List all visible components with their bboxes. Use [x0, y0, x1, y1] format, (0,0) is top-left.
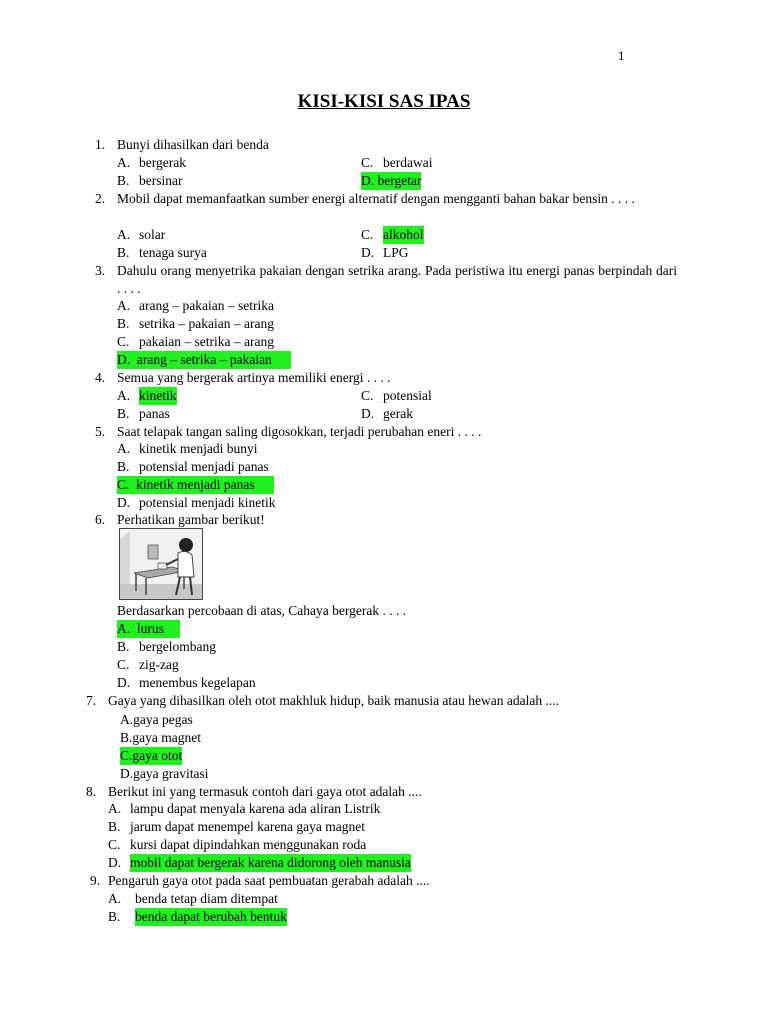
option-label: D.	[361, 245, 375, 260]
option-text: gaya gravitasi	[133, 766, 209, 781]
experiment-illustration	[119, 528, 203, 600]
question-number: 4.	[95, 370, 106, 385]
question-number: 1.	[95, 137, 106, 152]
question-number: 5.	[95, 424, 106, 439]
option-item	[120, 711, 193, 729]
option-label: C.	[117, 477, 130, 492]
option-label: D.	[120, 766, 134, 781]
option-text: gaya otot	[132, 748, 183, 763]
question-text: Bunyi dihasilkan dari benda	[117, 137, 269, 152]
question-text: Berikut ini yang termasuk contoh dari gaya otot adalah ....	[108, 784, 422, 799]
question-text: Dahulu orang menyetrika pakaian dengan setrika arang. Pada peristiwa itu energi panas berpindah dari . . . .	[117, 263, 677, 296]
correct-answer-highlight	[117, 620, 180, 638]
option-text: solar	[139, 227, 166, 242]
option-text: bergelombang	[139, 639, 216, 654]
question-text: Pengaruh gaya otot pada saat pembuatan gerabah adalah ....	[108, 873, 430, 888]
page-number: 1	[618, 48, 625, 63]
option-item	[120, 729, 201, 747]
question-text: Gaya yang dihasilkan oleh otot makhluk hidup, baik manusia atau hewan adalah ....	[108, 693, 560, 708]
option-label: D.	[361, 173, 375, 188]
option-text: benda tetap diam ditempat	[135, 891, 278, 906]
option-label: A.	[117, 155, 131, 170]
option-label: B.	[117, 406, 130, 421]
option-text: gerak	[383, 406, 413, 421]
option-label: A.	[108, 891, 122, 906]
option-text: kinetik menjadi bunyi	[139, 441, 258, 456]
question-number: 7.	[86, 693, 97, 708]
option-text: kinetik	[139, 388, 177, 403]
option-text: kinetik menjadi panas	[136, 477, 255, 492]
option-label: B.	[117, 173, 130, 188]
option-text: bergerak	[139, 155, 186, 170]
option-text: potensial	[383, 388, 432, 403]
correct-answer-highlight	[117, 351, 291, 369]
option-text: mobil dapat bergerak karena didorong oleh manusia	[130, 855, 411, 870]
option-text: LPG	[383, 245, 409, 260]
option-item	[120, 765, 208, 783]
page-title: KISI-KISI SAS IPAS	[297, 91, 471, 112]
correct-answer-highlight	[120, 747, 182, 765]
option-text: potensial menjadi kinetik	[139, 495, 276, 510]
option-text: setrika – pakaian – arang	[139, 316, 274, 331]
option-text: arang – setrika – pakaian	[136, 352, 272, 367]
option-label: B.	[120, 730, 133, 745]
option-text: gaya pegas	[133, 712, 193, 727]
option-text: lampu dapat menyala karena ada aliran Listrik	[130, 801, 381, 816]
option-label: A.	[120, 712, 134, 727]
correct-answer-highlight	[117, 476, 274, 494]
option-label: D.	[108, 855, 122, 870]
question-text: Mobil dapat memanfaatkan sumber energi alternatif dengan mengganti bahan bakar bensin . . . .	[117, 191, 635, 206]
option-label: D.	[117, 675, 131, 690]
option-text: kursi dapat dipindahkan menggunakan roda	[130, 837, 367, 852]
option-label: B.	[117, 639, 130, 654]
question-number: 8.	[86, 784, 97, 799]
option-text: berdawai	[383, 155, 433, 170]
question-text: Semua yang bergerak artinya memiliki energi . . . .	[117, 370, 391, 385]
option-label: B.	[117, 459, 130, 474]
question-number: 6.	[95, 512, 106, 527]
option-text: pakaian – setrika – arang	[139, 334, 274, 349]
option-text: menembus kegelapan	[139, 675, 256, 690]
question-text: Perhatikan gambar berikut!	[117, 512, 265, 527]
question-number: 2.	[95, 191, 106, 206]
option-text: alkohol	[383, 227, 424, 242]
option-label: D.	[117, 495, 131, 510]
option-text: jarum dapat menempel karena gaya magnet	[130, 819, 366, 834]
option-text: panas	[139, 406, 170, 421]
option-text: lurus	[136, 621, 164, 636]
option-label: C.	[120, 748, 133, 763]
option-text: benda dapat berubah bentuk	[135, 909, 287, 924]
correct-answer-highlight	[361, 172, 421, 190]
option-text: tenaga surya	[139, 245, 207, 260]
option-label: C.	[117, 334, 130, 349]
option-text: arang – pakaian – setrika	[139, 298, 274, 313]
option-text: gaya magnet	[132, 730, 201, 745]
experiment-illustration-drawing	[120, 529, 202, 599]
option-label: B.	[108, 819, 121, 834]
option-label: D.	[117, 352, 131, 367]
option-label: B.	[117, 316, 130, 331]
option-label: A.	[117, 441, 131, 456]
option-label: A.	[117, 621, 131, 636]
question-text: Saat telapak tangan saling digosokkan, terjadi perubahan eneri . . . .	[117, 424, 482, 439]
option-label: B.	[117, 245, 130, 260]
option-label: A.	[117, 298, 131, 313]
option-label: D.	[361, 406, 375, 421]
option-label: C.	[108, 837, 121, 852]
option-label: B.	[108, 909, 121, 924]
option-text: bergetar	[377, 173, 422, 188]
option-label: A.	[108, 801, 122, 816]
option-text: bersinar	[139, 173, 183, 188]
option-text: potensial menjadi panas	[139, 459, 269, 474]
option-label: C.	[117, 657, 130, 672]
question-number: 3.	[95, 263, 106, 278]
option-label: C.	[361, 388, 374, 403]
option-text: zig-zag	[139, 657, 179, 672]
question-subtext: Berdasarkan percobaan di atas, Cahaya bergerak . . . .	[117, 603, 407, 618]
option-label: A.	[117, 227, 131, 242]
option-label: A.	[117, 388, 131, 403]
question-number: 9.	[90, 873, 101, 888]
option-label: C.	[361, 155, 374, 170]
option-label: C.	[361, 227, 374, 242]
